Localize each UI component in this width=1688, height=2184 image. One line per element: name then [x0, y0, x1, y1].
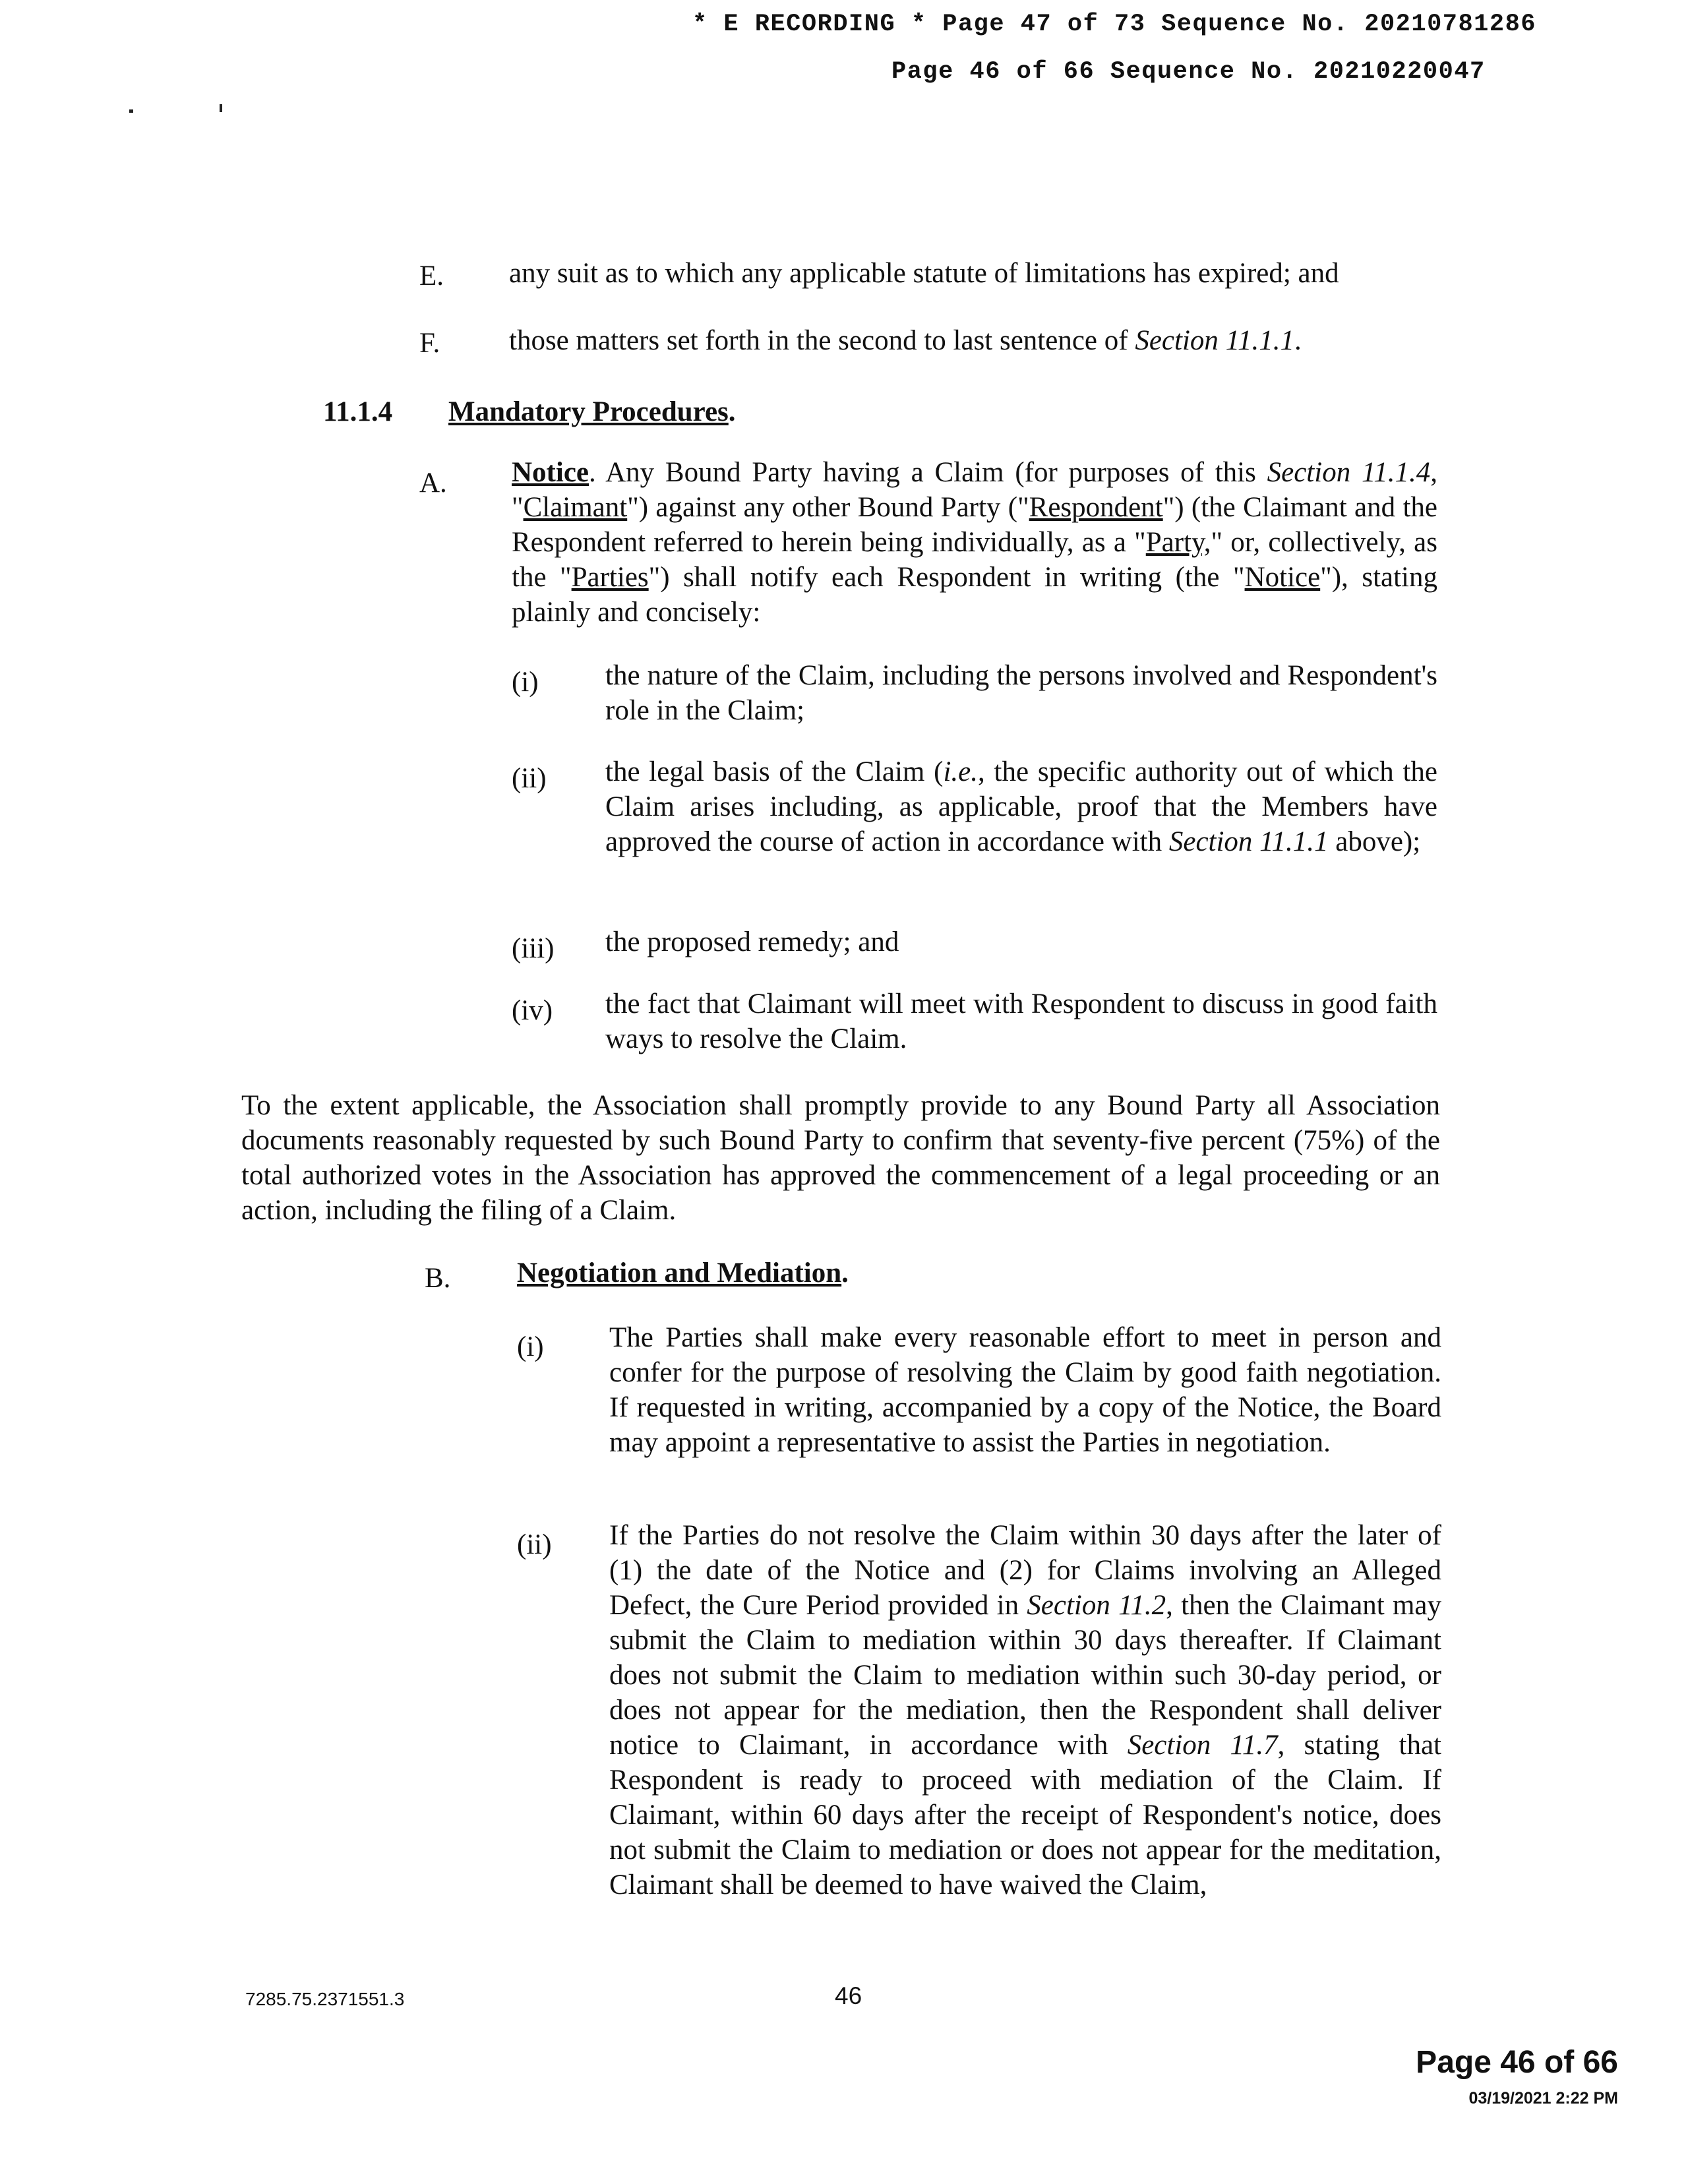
notice-text-3: ") against any other Bound Party (" [627, 492, 1029, 523]
negotiation-item-text [609, 1518, 1441, 1902]
notice-item-label: (iv) [512, 995, 553, 1026]
defined-term-respondent: Respondent [1029, 492, 1163, 523]
section-ref: Section 11.1.1 [1168, 826, 1329, 857]
negotiation-title [517, 1256, 849, 1290]
negotiation-item-text-b: , then the Claimant may submit the Claim to mediation within 30 days thereafter. If Claimant does not submit the Claim to mediation within such 30-day period, or does not appear for the mediation, then the Respondent shall deliver notice to Claimant, in accordance with [609, 1590, 1441, 1761]
notice-item-text: the nature of the Claim, including the persons involved and Respondent's role in the Claim; [605, 660, 1437, 726]
defined-term-claimant: Claimant [523, 492, 628, 523]
page-number: 46 [835, 1982, 862, 2009]
notice-text-6: ") shall notify each Respondent in writing (the " [648, 562, 1245, 593]
negotiation-label: B. [425, 1263, 451, 1294]
association-paragraph: To the extent applicable, the Association shall promptly provide to any Bound Party all Association documents reasonably requested by such Bound Party to confirm that seventy-five percent (75%) of the total authorized votes in the Association has approved the commencement of a legal proceeding or an action, including the filing of a Claim. [241, 1090, 1440, 1226]
notice-item-label: (ii) [512, 763, 547, 794]
defined-term-notice: Notice [1244, 562, 1321, 593]
notice-text-5: " or, collectively, as the " [512, 527, 1437, 593]
negotiation-item-text-c: , stating that Respondent is ready to proceed with mediation of the Claim. If Claimant, within 60 days after the receipt of Respondent's notice, does not submit the Claim to mediation or does not appear for the meditation, Claimant shall be deemed to have waived the Claim, [609, 1730, 1442, 1900]
item-f-text-after: . [1294, 325, 1302, 356]
notice-item-text-b: , the specific authority out of which the Claim arises including, as applicable, proof that the Members have approved the course of action in accordance with [605, 756, 1437, 857]
notice-item-label: (i) [512, 667, 539, 698]
item-f-text-before: those matters set forth in the second to last sentence of [509, 325, 1135, 356]
notice-item-text: the proposed remedy; and [605, 926, 899, 957]
notice-paragraph [512, 455, 1437, 630]
page-stamp: Page 46 of 66 [1416, 2045, 1618, 2080]
document-id: 7285.75.2371551.3 [245, 1989, 405, 2009]
negotiation-item-text: The Parties shall make every reasonable effort to meet in person and confer for the purpose of resolving the Claim by good faith negotiation. If requested in writing, accompanied by a copy of the Notice, the Board may appoint a representative to assist the Parties in negotiation. [609, 1322, 1441, 1458]
section-ref: Section 11.1.4 [1267, 457, 1431, 488]
item-f-label: F. [419, 328, 440, 359]
section-ref: Section 11.7 [1127, 1730, 1278, 1761]
scan-mark [129, 109, 133, 113]
notice-item-label: (iii) [512, 933, 555, 964]
notice-title: Notice [512, 457, 589, 488]
negotiation-title-text: Negotiation and Mediation [517, 1258, 842, 1289]
defined-term-parties: Parties [571, 562, 649, 593]
section-title-period: . [728, 396, 736, 427]
section-ref: Section 11.2 [1027, 1590, 1166, 1621]
notice-text-1: . Any Bound Party having a Claim (for purposes of this [589, 457, 1267, 488]
notice-text-4: ") (the Claimant and the Respondent referred to herein being individually, as a " [512, 492, 1437, 558]
ie-abbrev: i.e. [943, 756, 979, 787]
section-number: 11.1.4 [323, 396, 393, 427]
section-ref: Section 11.1.1 [1135, 325, 1294, 356]
negotiation-item-label: (ii) [517, 1529, 552, 1560]
section-title-text: Mandatory Procedures [448, 396, 729, 427]
item-f-text [509, 323, 1445, 358]
negotiation-item-label: (i) [517, 1331, 544, 1362]
negotiation-item-text-a: If the Parties do not resolve the Claim within 30 days after the later of (1) the date of the Notice and (2) for Claims involving an Alleged Defect, the Cure Period provided in [609, 1520, 1441, 1621]
notice-item-text: the fact that Claimant will meet with Respondent to discuss in good faith ways to resolve the Claim. [605, 988, 1437, 1054]
notice-item-text-a: the legal basis of the Claim ( [605, 756, 944, 787]
defined-term-party: Party, [1145, 527, 1211, 558]
negotiation-title-period: . [841, 1258, 849, 1289]
recording-header: * E RECORDING * Page 47 of 73 Sequence No. 20210781286 [692, 11, 1536, 38]
item-e-text: any suit as to which any applicable statute of limitations has expired; and [509, 258, 1339, 289]
page-sequence-header: Page 46 of 66 Sequence No. 20210220047 [891, 58, 1486, 86]
scan-mark [220, 104, 222, 112]
notice-item-text-c: above); [1328, 826, 1421, 857]
item-e-label: E. [419, 260, 444, 291]
date-stamp: 03/19/2021 2:22 PM [1468, 2089, 1618, 2108]
notice-text-7: "), stating plainly and concisely: [512, 562, 1437, 628]
notice-label: A. [419, 468, 447, 499]
notice-text-2: , " [512, 457, 1437, 523]
notice-item-text [605, 754, 1437, 859]
section-title [448, 394, 736, 429]
